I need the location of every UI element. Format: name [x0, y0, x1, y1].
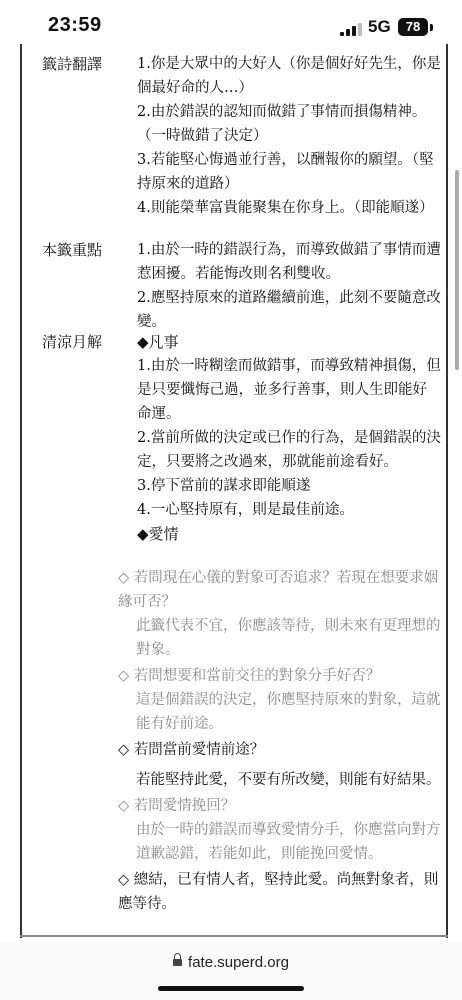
- key-point-2: 2.應堅持原來的道路繼續前進，此刻不要隨意改變。: [137, 290, 441, 330]
- love-summary: ◇ 總結，已有情人者，堅持此愛。尚無對象者，則應等待。: [118, 872, 439, 912]
- heading-general: ◆凡事: [137, 333, 179, 351]
- section-translation-body: [137, 52, 441, 220]
- general-line-1: 1.由於一時糊塗而做錯事，而導致精神損傷，但是只要懺悔己過，並多行善事，則人生即能好命運。: [137, 358, 441, 422]
- love-answer-1: 此籤代表不宜，你應該等待，則未來有更理想的對象。: [136, 618, 441, 658]
- table-border-left: [20, 44, 22, 938]
- translation-line-4: 4.則能榮華富貴能聚集在你身上。（即能順遂）: [137, 200, 434, 216]
- translation-line-2: 2.由於錯誤的認知而做錯了事情而損傷精神。（一時做錯了決定）: [137, 104, 427, 144]
- section-key-points-body: [137, 238, 441, 334]
- love-question-4: ◇ 若問愛情挽回？: [118, 798, 236, 814]
- table-bottom-border: [20, 935, 448, 937]
- love-answer-4: 由於一時的錯誤而導致愛情分手，你應當向對方道歉認錯，若能如此，則能挽回愛情。: [136, 822, 441, 862]
- browser-address-bar[interactable]: [0, 942, 462, 1000]
- translation-line-3: 3.若能堅心悔過並行善，以酬報你的願望。（堅持原來的道路）: [137, 152, 434, 192]
- list-item: [118, 868, 448, 916]
- url-display[interactable]: [0, 954, 462, 971]
- general-line-4: 4.一心堅持原有，則是最佳前途。: [137, 502, 354, 518]
- clock: 23:59: [48, 14, 102, 36]
- section-label-key-points: 本籤重點: [42, 241, 103, 259]
- section-label-translation: 籤詩翻譯: [42, 55, 103, 73]
- love-qa-list: [118, 566, 448, 916]
- love-answer-2: 這是個錯誤的決定，你應堅持原來的對象，這就能有好前途。: [136, 692, 441, 732]
- scrollbar-thumb[interactable]: [455, 170, 459, 370]
- url-text: fate.superd.org: [188, 954, 289, 971]
- list-item: [118, 566, 448, 662]
- battery-icon: 78: [398, 18, 428, 36]
- general-line-2: 2.當前所做的決定或已作的行為，是個錯誤的決定，只要將之改過來，那就能前途看好。: [137, 430, 441, 470]
- status-bar: [0, 0, 462, 56]
- list-item: [118, 664, 448, 736]
- love-answer-3: 若能堅持此愛，不要有所改變，則能有好結果。: [136, 772, 441, 788]
- love-question-2: ◇ 若問想要和當前交往的對象分手好否？: [118, 668, 381, 684]
- love-question-1: ◇ 若問現在心儀的對象可否追求？若現在想要求姻緣可否？: [118, 570, 439, 610]
- home-indicator[interactable]: [158, 986, 304, 991]
- cellular-signal-icon: [340, 22, 362, 36]
- section-label-explanation: 清涼月解: [42, 333, 103, 351]
- love-question-3: ◇ 若問當前愛情前途？: [118, 742, 265, 758]
- list-item: [118, 738, 448, 792]
- battery-cap: [430, 24, 433, 31]
- section-explanation-body: [137, 330, 441, 546]
- general-line-3: 3.停下當前的謀求即能順遂: [137, 478, 311, 494]
- heading-love: ◆愛情: [137, 525, 179, 543]
- translation-line-1: 1.你是大眾中的大好人（你是個好好先生，你是個最好命的人…）: [137, 56, 441, 96]
- network-type: 5G: [368, 17, 391, 36]
- list-item: [118, 794, 448, 866]
- lock-icon: [173, 959, 182, 966]
- key-point-1: 1.由於一時的錯誤行為，而導致做錯了事情而遭惹困擾。若能悔改則名利雙收。: [137, 242, 441, 282]
